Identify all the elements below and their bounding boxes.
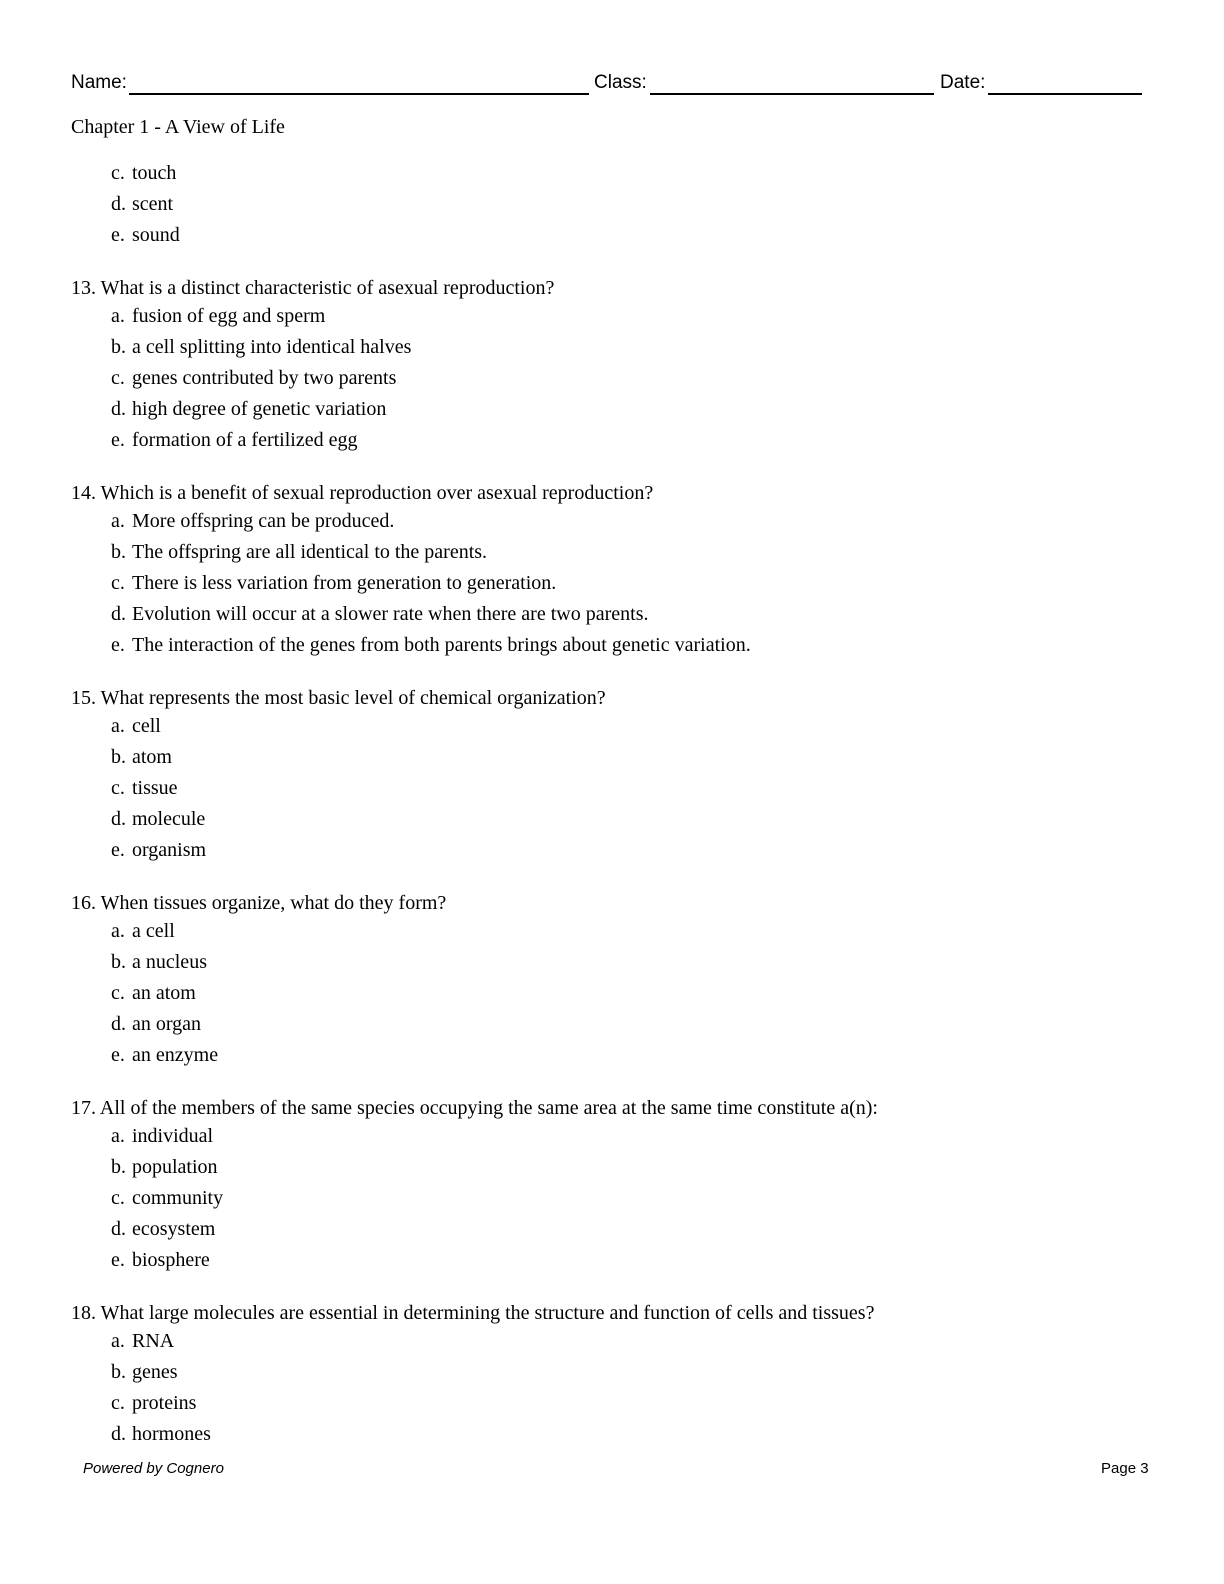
- option-letter: d.: [111, 398, 126, 420]
- question-18: [71, 1300, 1161, 1452]
- answer-option: [71, 334, 1161, 365]
- option-text: genes contributed by two parents: [132, 367, 397, 389]
- answer-option: [71, 1328, 1161, 1359]
- name-label: Name:: [71, 72, 127, 93]
- option-letter: c.: [111, 1392, 125, 1414]
- answer-option: [71, 303, 1161, 334]
- answer-option: [71, 222, 1161, 253]
- option-text: hormones: [132, 1423, 211, 1445]
- answer-option: [71, 570, 1161, 601]
- option-letter: e.: [111, 634, 125, 656]
- option-letter: a.: [111, 920, 125, 942]
- answer-option: [71, 1042, 1161, 1073]
- option-text: an organ: [132, 1013, 202, 1035]
- option-text: a cell: [132, 920, 175, 942]
- page-number: Page 3: [1101, 1460, 1149, 1477]
- option-text: community: [132, 1187, 224, 1209]
- option-text: sound: [132, 224, 180, 246]
- option-text: tissue: [132, 777, 178, 799]
- option-letter: a.: [111, 715, 125, 737]
- option-text: The interaction of the genes from both parents brings about genetic variation.: [132, 634, 751, 656]
- question-list: [71, 160, 1161, 1452]
- option-letter: c.: [111, 367, 125, 389]
- option-text: individual: [132, 1125, 214, 1147]
- option-letter: d.: [111, 808, 126, 830]
- answer-option: [71, 396, 1161, 427]
- option-letter: c.: [111, 777, 125, 799]
- option-text: More offspring can be produced.: [132, 510, 395, 532]
- answer-option: [71, 806, 1161, 837]
- option-text: atom: [132, 746, 172, 768]
- question-13: [71, 275, 1161, 458]
- option-text: a nucleus: [132, 951, 207, 973]
- answer-option: [71, 427, 1161, 458]
- question-stem: 18. What large molecules are essential in determining the structure and function of cells and tissues?: [71, 1302, 875, 1324]
- option-text: population: [132, 1156, 218, 1178]
- option-letter: d.: [111, 1013, 126, 1035]
- option-letter: d.: [111, 1423, 126, 1445]
- question-stem: 14. Which is a benefit of sexual reproduction over asexual reproduction?: [71, 482, 654, 504]
- answer-option: [71, 1011, 1161, 1042]
- question-stem: 17. All of the members of the same species occupying the same area at the same time constitute a(n):: [71, 1097, 878, 1119]
- answer-option: [71, 980, 1161, 1011]
- answer-option: [71, 539, 1161, 570]
- answer-option: [71, 160, 1161, 191]
- option-text: organism: [132, 839, 207, 861]
- class-blank-line: [650, 93, 934, 95]
- answer-option: [71, 1154, 1161, 1185]
- question-stem: 16. When tissues organize, what do they form?: [71, 892, 447, 914]
- option-letter: e.: [111, 1044, 125, 1066]
- answer-option: [71, 1185, 1161, 1216]
- option-text: cell: [132, 715, 161, 737]
- option-letter: b.: [111, 1156, 126, 1178]
- option-letter: a.: [111, 305, 125, 327]
- option-letter: d.: [111, 1218, 126, 1240]
- answer-option: [71, 365, 1161, 396]
- option-letter: d.: [111, 603, 126, 625]
- option-letter: b.: [111, 541, 126, 563]
- option-text: There is less variation from generation to generation.: [132, 572, 557, 594]
- option-text: ecosystem: [132, 1218, 216, 1240]
- option-text: high degree of genetic variation: [132, 398, 387, 420]
- answer-option: [71, 1359, 1161, 1390]
- answer-option: [71, 632, 1161, 663]
- question-16: [71, 890, 1161, 1073]
- question-15: [71, 685, 1161, 868]
- answer-option: [71, 1247, 1161, 1278]
- option-text: touch: [132, 162, 177, 184]
- option-text: biosphere: [132, 1249, 210, 1271]
- option-text: molecule: [132, 808, 206, 830]
- option-letter: c.: [111, 982, 125, 1004]
- option-letter: e.: [111, 1249, 125, 1271]
- option-letter: e.: [111, 429, 125, 451]
- powered-by-footer: Powered by Cognero: [83, 1460, 224, 1477]
- answer-option: [71, 601, 1161, 632]
- answer-option: [71, 744, 1161, 775]
- student-info-header: [71, 72, 1143, 98]
- class-label: Class:: [594, 72, 647, 93]
- option-text: scent: [132, 193, 174, 215]
- option-text: genes: [132, 1361, 178, 1383]
- continued-options: [71, 160, 1161, 253]
- option-letter: c.: [111, 162, 125, 184]
- answer-option: [71, 918, 1161, 949]
- option-letter: c.: [111, 1187, 125, 1209]
- question-14: [71, 480, 1161, 663]
- option-text: RNA: [132, 1330, 175, 1352]
- option-letter: b.: [111, 746, 126, 768]
- option-letter: e.: [111, 839, 125, 861]
- option-letter: a.: [111, 510, 125, 532]
- question-stem: 15. What represents the most basic level of chemical organization?: [71, 687, 606, 709]
- option-letter: b.: [111, 951, 126, 973]
- answer-option: [71, 949, 1161, 980]
- answer-option: [71, 713, 1161, 744]
- option-text: fusion of egg and sperm: [132, 305, 326, 327]
- option-text: proteins: [132, 1392, 197, 1414]
- answer-option: [71, 1421, 1161, 1452]
- name-blank-line: [129, 93, 589, 95]
- answer-option: [71, 1216, 1161, 1247]
- option-text: an atom: [132, 982, 196, 1004]
- option-letter: a.: [111, 1125, 125, 1147]
- answer-option: [71, 837, 1161, 868]
- option-letter: a.: [111, 1330, 125, 1352]
- answer-option: [71, 775, 1161, 806]
- option-letter: d.: [111, 193, 126, 215]
- chapter-title: Chapter 1 - A View of Life: [71, 116, 285, 138]
- option-letter: c.: [111, 572, 125, 594]
- date-label: Date:: [940, 72, 986, 93]
- answer-option: [71, 1123, 1161, 1154]
- option-text: formation of a fertilized egg: [132, 429, 358, 451]
- option-text: The offspring are all identical to the parents.: [132, 541, 488, 563]
- option-letter: e.: [111, 224, 125, 246]
- option-text: Evolution will occur at a slower rate when there are two parents.: [132, 603, 649, 625]
- date-blank-line: [988, 93, 1142, 95]
- option-letter: b.: [111, 1361, 126, 1383]
- option-letter: b.: [111, 336, 126, 358]
- answer-option: [71, 191, 1161, 222]
- option-text: a cell splitting into identical halves: [132, 336, 412, 358]
- question-17: [71, 1095, 1161, 1278]
- answer-option: [71, 508, 1161, 539]
- option-text: an enzyme: [132, 1044, 219, 1066]
- question-stem: 13. What is a distinct characteristic of asexual reproduction?: [71, 277, 555, 299]
- answer-option: [71, 1390, 1161, 1421]
